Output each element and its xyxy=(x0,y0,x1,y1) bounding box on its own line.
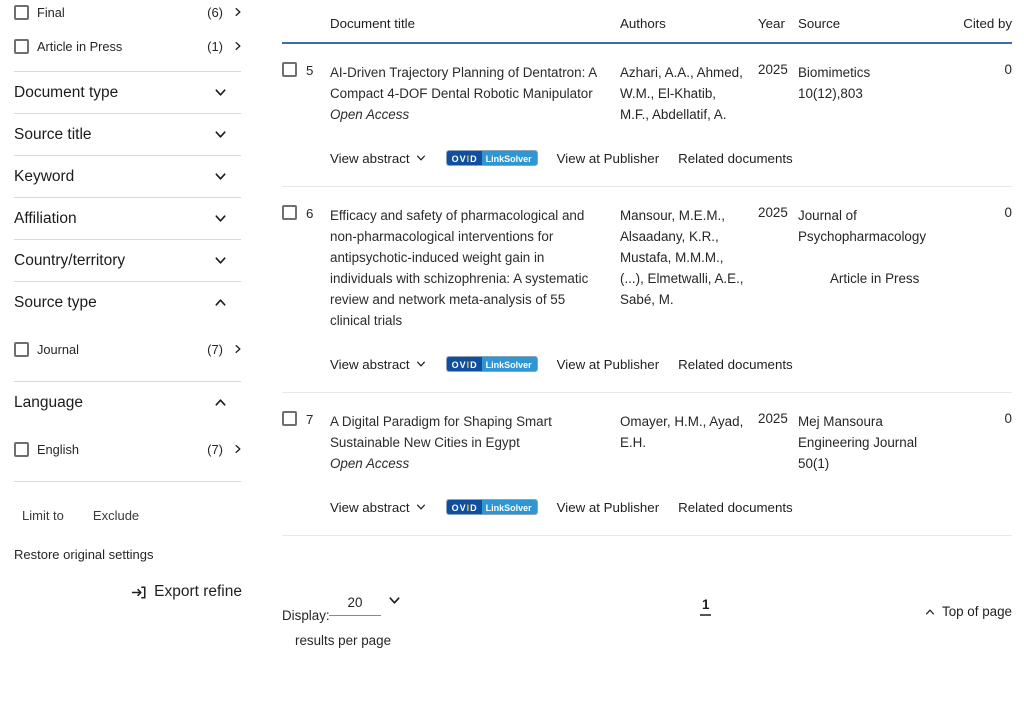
cited-by-cell: 0 xyxy=(1004,411,1012,426)
chevron-up-icon[interactable] xyxy=(213,295,228,310)
result-number: 6 xyxy=(306,206,314,221)
chevron-right-icon[interactable] xyxy=(232,40,244,52)
source-cell: Biomimetics 10(12),803 xyxy=(798,65,871,101)
year-cell: 2025 xyxy=(758,411,788,426)
column-header-year: Year xyxy=(758,16,785,31)
authors-cell: Azhari, A.A., Ahmed, W.M., El-Khatib, M.F., Abdellatif, A. xyxy=(620,65,743,122)
facet-item-english[interactable] xyxy=(14,440,244,458)
view-abstract-link[interactable]: View abstract xyxy=(330,357,427,372)
row-links xyxy=(330,356,1012,372)
open-access-label: Open Access xyxy=(330,456,410,471)
column-header-source: Source xyxy=(798,16,841,31)
year-cell: 2025 xyxy=(758,62,788,77)
facet-header-country-territory[interactable]: Country/territory xyxy=(14,240,228,281)
result-row xyxy=(282,44,1012,187)
chevron-down-icon xyxy=(415,358,427,370)
result-number: 5 xyxy=(306,63,314,78)
facet-header-document-type[interactable]: Document type xyxy=(14,72,228,113)
chevron-down-icon[interactable] xyxy=(213,253,228,268)
document-title-link[interactable]: AI-Driven Trajectory Planning of Dentatron: A Compact 4-DOF Dental Robotic Manipulator xyxy=(330,65,597,101)
journal-checkbox[interactable] xyxy=(14,342,29,357)
chevron-right-icon[interactable] xyxy=(232,343,244,355)
facet-count: (7) xyxy=(207,341,223,357)
chevron-down-icon[interactable] xyxy=(387,593,402,608)
view-at-publisher-link[interactable]: View at Publisher xyxy=(556,356,660,372)
related-documents-link[interactable]: Related documents xyxy=(678,499,793,515)
facet-header-source-title[interactable]: Source title xyxy=(14,114,228,155)
document-title-link[interactable]: Efficacy and safety of pharmacological and non-pharmacological interventions for antipsychotic-induced weight gain in individuals with schizophrenia: A systematic review and network meta-analysis of 55 clinical trials xyxy=(330,208,589,328)
ovid-logo: OVID xyxy=(447,357,482,371)
article-in-press-checkbox[interactable] xyxy=(14,39,29,54)
result-number: 7 xyxy=(306,412,314,427)
row-checkbox[interactable] xyxy=(282,62,297,77)
results-per-page-label: results per page xyxy=(295,633,392,648)
facet-count: (7) xyxy=(207,441,223,457)
column-header-document-title: Document title xyxy=(330,16,415,31)
divider xyxy=(14,481,241,482)
facet-label: Article in Press xyxy=(37,38,123,54)
view-at-publisher-link[interactable]: View at Publisher xyxy=(556,150,660,166)
authors-cell: Omayer, H.M., Ayad, E.H. xyxy=(620,414,744,450)
chevron-down-icon[interactable] xyxy=(213,169,228,184)
english-checkbox[interactable] xyxy=(14,442,29,457)
refine-results-sidebar xyxy=(0,0,262,601)
final-checkbox[interactable] xyxy=(14,5,29,20)
chevron-up-icon xyxy=(924,606,936,618)
column-header-authors: Authors xyxy=(620,16,666,31)
export-refine-button[interactable]: Export refine xyxy=(14,583,242,601)
cited-by-cell: 0 xyxy=(1004,62,1012,77)
result-row xyxy=(282,187,1012,393)
export-icon xyxy=(130,584,147,601)
row-links xyxy=(330,499,1012,515)
top-of-page-link[interactable]: Top of page xyxy=(924,604,1012,619)
chevron-down-icon xyxy=(415,501,427,513)
document-title-link[interactable]: A Digital Paradigm for Shaping Smart Sustainable New Cities in Egypt xyxy=(330,414,552,450)
related-documents-link[interactable]: Related documents xyxy=(678,150,793,166)
row-checkbox[interactable] xyxy=(282,205,297,220)
facet-label: Final xyxy=(37,4,65,20)
facet-header-keyword[interactable]: Keyword xyxy=(14,156,228,197)
ovid-logo: OVID xyxy=(447,151,482,165)
restore-original-settings-link[interactable]: Restore original settings xyxy=(14,547,154,562)
facet-header-language[interactable]: Language xyxy=(14,382,228,423)
exclude-button[interactable]: Exclude xyxy=(92,508,140,523)
year-cell: 2025 xyxy=(758,205,788,220)
facet-label: Journal xyxy=(37,341,79,357)
article-in-press-note: Article in Press xyxy=(830,271,920,286)
column-header-cited-by: Cited by xyxy=(963,16,1012,31)
chevron-right-icon[interactable] xyxy=(232,6,244,18)
ovid-linksolver-button[interactable]: OVID LinkSolver xyxy=(446,499,538,515)
page-number-1[interactable]: 1 xyxy=(700,597,711,616)
source-cell: Mej Mansoura Engineering Journal 50(1) xyxy=(798,414,918,471)
results-table xyxy=(282,0,1012,536)
ovid-linksolver-button[interactable]: OVID LinkSolver xyxy=(446,150,538,166)
chevron-up-icon[interactable] xyxy=(213,395,228,410)
result-row xyxy=(282,393,1012,536)
table-header-row xyxy=(282,0,1012,44)
facet-item-article-in-press[interactable] xyxy=(14,37,244,55)
authors-cell: Mansour, M.E.M., Alsaadany, K.R., Mustafa, M.M.M., (...), Elmetwalli, A.E., Sabé, M. xyxy=(620,208,744,307)
open-access-label: Open Access xyxy=(330,107,410,122)
related-documents-link[interactable]: Related documents xyxy=(678,356,793,372)
limit-exclude-row xyxy=(14,508,262,523)
page-size-select[interactable]: 20 xyxy=(329,595,381,616)
cited-by-cell: 0 xyxy=(1004,205,1012,220)
facet-header-affiliation[interactable]: Affiliation xyxy=(14,198,228,239)
facet-label: English xyxy=(37,441,79,457)
row-links xyxy=(330,150,1012,166)
facet-item-final[interactable] xyxy=(14,3,244,21)
view-abstract-link[interactable]: View abstract xyxy=(330,500,427,515)
chevron-down-icon[interactable] xyxy=(213,127,228,142)
facet-item-journal[interactable] xyxy=(14,340,244,358)
source-cell: Journal of Psychopharmacology Article in Press xyxy=(798,205,938,331)
chevron-down-icon[interactable] xyxy=(213,85,228,100)
display-label: Display: xyxy=(282,608,330,623)
ovid-linksolver-button[interactable]: OVID LinkSolver xyxy=(446,356,538,372)
row-checkbox[interactable] xyxy=(282,411,297,426)
limit-to-button[interactable]: Limit to xyxy=(22,508,64,523)
ovid-logo: OVID xyxy=(447,500,482,514)
chevron-down-icon[interactable] xyxy=(213,211,228,226)
view-abstract-link[interactable]: View abstract xyxy=(330,151,427,166)
chevron-right-icon[interactable] xyxy=(232,443,244,455)
facet-count: (1) xyxy=(207,38,223,54)
pagination-bar xyxy=(282,590,1012,654)
chevron-down-icon xyxy=(415,152,427,164)
facet-header-source-type[interactable]: Source type xyxy=(14,282,228,323)
view-at-publisher-link[interactable]: View at Publisher xyxy=(556,499,660,515)
facet-count: (6) xyxy=(207,4,223,20)
